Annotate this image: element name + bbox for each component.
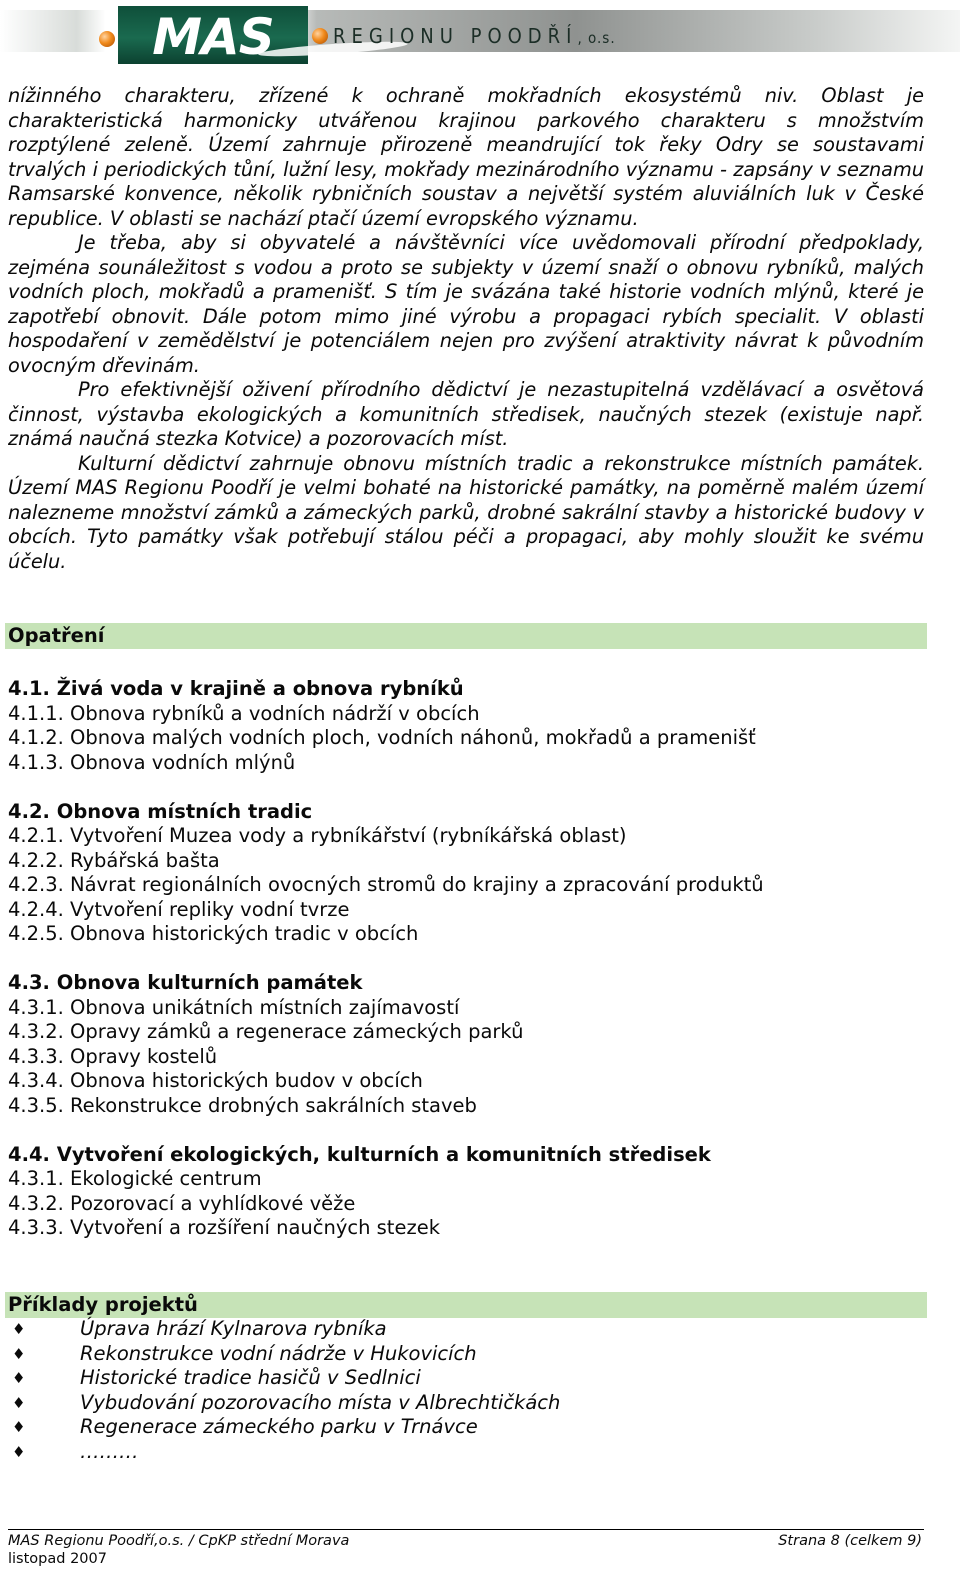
measures-heading: Opatření (5, 623, 927, 649)
measure-item: 4.3.3. Opravy kostelů (8, 1044, 218, 1068)
footer-organization: MAS Regionu Poodří,o.s. / CpKP střední Morava (8, 1533, 350, 1549)
measure-item: 4.2.5. Obnova historických tradic v obcích (8, 922, 419, 945)
measure-group (8, 971, 924, 1118)
project-text: Regenerace zámeckého parku v Trnávce (80, 1415, 478, 1438)
measure-item: 4.3.4. Obnova historických budov v obcích (8, 1069, 423, 1092)
measures-list (8, 677, 924, 1265)
measure-group-title: 4.4. Vytvoření ekologických, kulturních a komunitních středisek (8, 1142, 711, 1166)
diamond-bullet-icon: ♦ (12, 1344, 26, 1363)
banner-subtitle (333, 24, 616, 48)
project-text: Historické tradice hasičů v Sedlnici (80, 1366, 421, 1389)
measure-item: 4.3.3. Vytvoření a rozšíření naučných stezek (8, 1216, 440, 1239)
project-text: ……… (80, 1439, 139, 1463)
diamond-bullet-icon: ♦ (12, 1369, 26, 1387)
project-text: Vybudování pozorovacího místa v Albrechtičkách (80, 1390, 561, 1414)
measure-item: 4.2.4. Vytvoření repliky vodní tvrze (8, 897, 350, 921)
footer-divider (8, 1529, 924, 1530)
diamond-bullet-icon: ♦ (12, 1393, 26, 1412)
measure-group-title: 4.2. Obnova místních tradic (8, 799, 313, 823)
project-text: Rekonstrukce vodní nádrže v Hukovicích (80, 1341, 477, 1365)
measure-group (8, 677, 924, 775)
list-item (8, 1391, 908, 1416)
project-text: Úprava hrází Kylnarova rybníka (80, 1317, 387, 1340)
measure-item: 4.1.3. Obnova vodních mlýnů (8, 750, 296, 774)
subtitle-text: REGIONU POODŘÍ (333, 24, 578, 48)
projects-heading: Příklady projektů (5, 1292, 927, 1318)
diamond-bullet-icon: ♦ (12, 1320, 26, 1338)
measure-item: 4.1.1. Obnova rybníků a vodních nádrží v obcích (8, 701, 480, 725)
measure-item: 4.3.5. Rekonstrukce drobných sakrálních staveb (8, 1093, 477, 1117)
measure-item: 4.1.2. Obnova malých vodních ploch, vodních náhonů, mokřadů a pramenišť (8, 726, 756, 749)
orange-dot-icon (99, 31, 115, 47)
intro-text (8, 84, 924, 574)
logo-text: MAS (152, 8, 274, 66)
measure-item: 4.3.2. Pozorovací a vyhlídkové věže (8, 1191, 356, 1215)
measure-item: 4.3.1. Ekologické centrum (8, 1167, 262, 1190)
measure-item: 4.2.1. Vytvoření Muzea vody a rybníkářství (rybníkářská oblast) (8, 824, 627, 847)
footer-page-number: Strana 8 (celkem 9) (778, 1533, 922, 1549)
measure-group (8, 1143, 924, 1241)
list-item (8, 1366, 908, 1391)
list-item (8, 1415, 908, 1440)
intro-paragraph: Je třeba, aby si obyvatelé a návštěvníci více uvědomovali přírodní předpoklady, zejména sounáležitost s vodou a proto se subjekty v území snaží o obnovu rybníků, malých vodních ploch, mokřadů a pramenišť. S tím je svázána také historie vodních mlýnů, které je zapotřebí obnovit. Dále potom mimo jiné výrobu a propagaci rybích specialit. V oblasti hospodaření v zemědělství je potenciálem nejen pro zvýšení atraktivity návrat k původním ovocným dřevinám. (8, 231, 924, 377)
intro-paragraph: Kulturní dědictví zahrnuje obnovu místních tradic a rekonstrukce místních památek. Území MAS Regionu Poodří je velmi bohaté na historické památky, na poměrně malém území nalezneme množství zámků a zámeckých parků, drobné sakrální stavby a historické budovy v obcích. Tyto památky však potřebují stálou péči a propagaci, aby mohly sloužit ke svému účelu. (8, 451, 924, 573)
list-item (8, 1317, 908, 1342)
list-item (8, 1342, 908, 1367)
intro-paragraph: Pro efektivnější oživení přírodního dědictví je nezastupitelná vzdělávací a osvětová činnost, výstavba ekologických a komunitních středisek, naučných stezek (existuje např. známá naučná stezka Kotvice) a pozorovacích míst. (8, 378, 924, 450)
measure-group (8, 800, 924, 947)
measure-item: 4.3.2. Opravy zámků a regenerace zámeckých parků (8, 1020, 524, 1043)
measure-item: 4.3.1. Obnova unikátních místních zajímavostí (8, 995, 460, 1019)
measure-group-title: 4.1. Živá voda v krajině a obnova rybníků (8, 677, 464, 700)
diamond-bullet-icon: ♦ (12, 1418, 26, 1436)
header-banner (0, 0, 960, 70)
projects-list (8, 1317, 908, 1464)
measure-item: 4.2.2. Rybářská bašta (8, 848, 220, 872)
measure-group-title: 4.3. Obnova kulturních památek (8, 971, 363, 994)
diamond-bullet-icon: ♦ (12, 1442, 26, 1461)
intro-paragraph: nížinného charakteru, zřízené k ochraně mokřadních ekosystémů niv. Oblast je charakteristická harmonicky utvářenou krajinou parkového charakteru s množstvím rozptýlené zeleně. Území zahrnuje přirozeně meandrující tok řeky Odry se soustavami trvalých i periodických tůní, lužní lesy, mokřady mezinárodního významu - zapsány v seznamu Ramsarské konvence, několik rybničních soustav a největší systém aluviálních luk v České republice. V oblasti se nachází ptačí území evropského významu. (8, 84, 924, 230)
subtitle-suffix: , o.s. (577, 29, 616, 47)
orange-dot-icon (312, 28, 328, 44)
mas-logo (118, 6, 308, 64)
list-item (8, 1440, 908, 1465)
footer-date: listopad 2007 (8, 1551, 107, 1567)
measure-item: 4.2.3. Návrat regionálních ovocných stromů do krajiny a zpracování produktů (8, 873, 764, 896)
